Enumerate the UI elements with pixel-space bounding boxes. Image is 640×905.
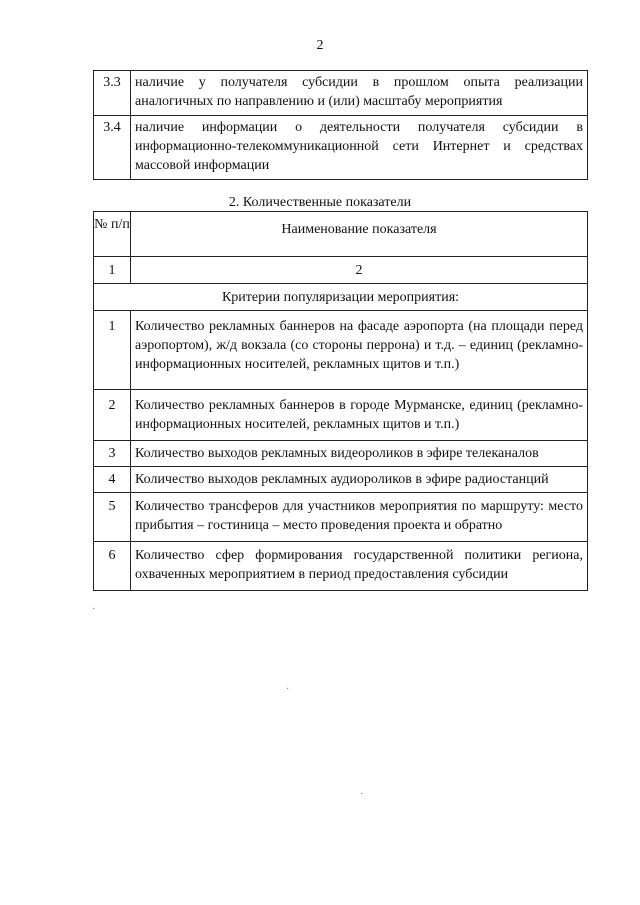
row-number: 3	[94, 441, 131, 467]
table-row	[94, 441, 588, 467]
row-text: Количество рекламных баннеров на фасаде аэропорта (на площади перед аэропортом), ж/д вокзала (со стороны перрона) и т.д. – единиц (рекламно-информационных носителей, рекламных щитов и т.п.)	[131, 311, 588, 390]
section-title: 2. Количественные показатели	[228, 195, 412, 210]
page-number: 2	[316, 38, 324, 53]
row-text: Количество сфер формирования государственной политики региона, охваченных мероприятием в период предоставления субсидии	[131, 542, 588, 591]
row-text: Количество выходов рекламных аудиороликов в эфире радиостанций	[131, 467, 588, 493]
table-row	[94, 542, 588, 591]
row-number: 3.4	[94, 116, 131, 180]
quantitative-indicators-table	[93, 211, 588, 591]
criteria-table-continued	[93, 70, 588, 180]
group-title: Критерии популяризации мероприятия:	[94, 284, 588, 311]
scan-speck: ·	[286, 684, 290, 695]
row-number: 4	[94, 467, 131, 493]
table-row	[94, 116, 588, 180]
row-number: 2	[94, 390, 131, 441]
table-header-row	[94, 212, 588, 257]
row-text: Количество трансферов для участников мероприятия по маршруту: место прибытия – гостиница – место проведения проекта и обратно	[131, 493, 588, 542]
row-number: 5	[94, 493, 131, 542]
column-number-1: 1	[94, 257, 131, 284]
row-number: 1	[94, 311, 131, 390]
scan-speck: ·	[92, 604, 96, 615]
row-text: наличие у получателя субсидии в прошлом опыта реализации аналогичных по направлению и (или) масштабу мероприятия	[131, 71, 588, 116]
table-row	[94, 390, 588, 441]
table-row	[94, 311, 588, 390]
scan-speck: ·	[360, 789, 364, 800]
row-number: 3.3	[94, 71, 131, 116]
column-numbers-row	[94, 257, 588, 284]
header-name-column: Наименование показателя	[131, 212, 588, 257]
row-text: Количество рекламных баннеров в городе Мурманске, единиц (рекламно-информационных носителей, рекламных щитов и т.п.)	[131, 390, 588, 441]
header-number-column: № п/п	[94, 212, 131, 257]
column-number-2: 2	[131, 257, 588, 284]
row-number: 6	[94, 542, 131, 591]
table-row	[94, 467, 588, 493]
row-text: наличие информации о деятельности получателя субсидии в информационно-телекоммуникационной сети Интернет и средствах массовой информации	[131, 116, 588, 180]
table-row	[94, 71, 588, 116]
row-text: Количество выходов рекламных видеороликов в эфире телеканалов	[131, 441, 588, 467]
group-title-row	[94, 284, 588, 311]
table-row	[94, 493, 588, 542]
